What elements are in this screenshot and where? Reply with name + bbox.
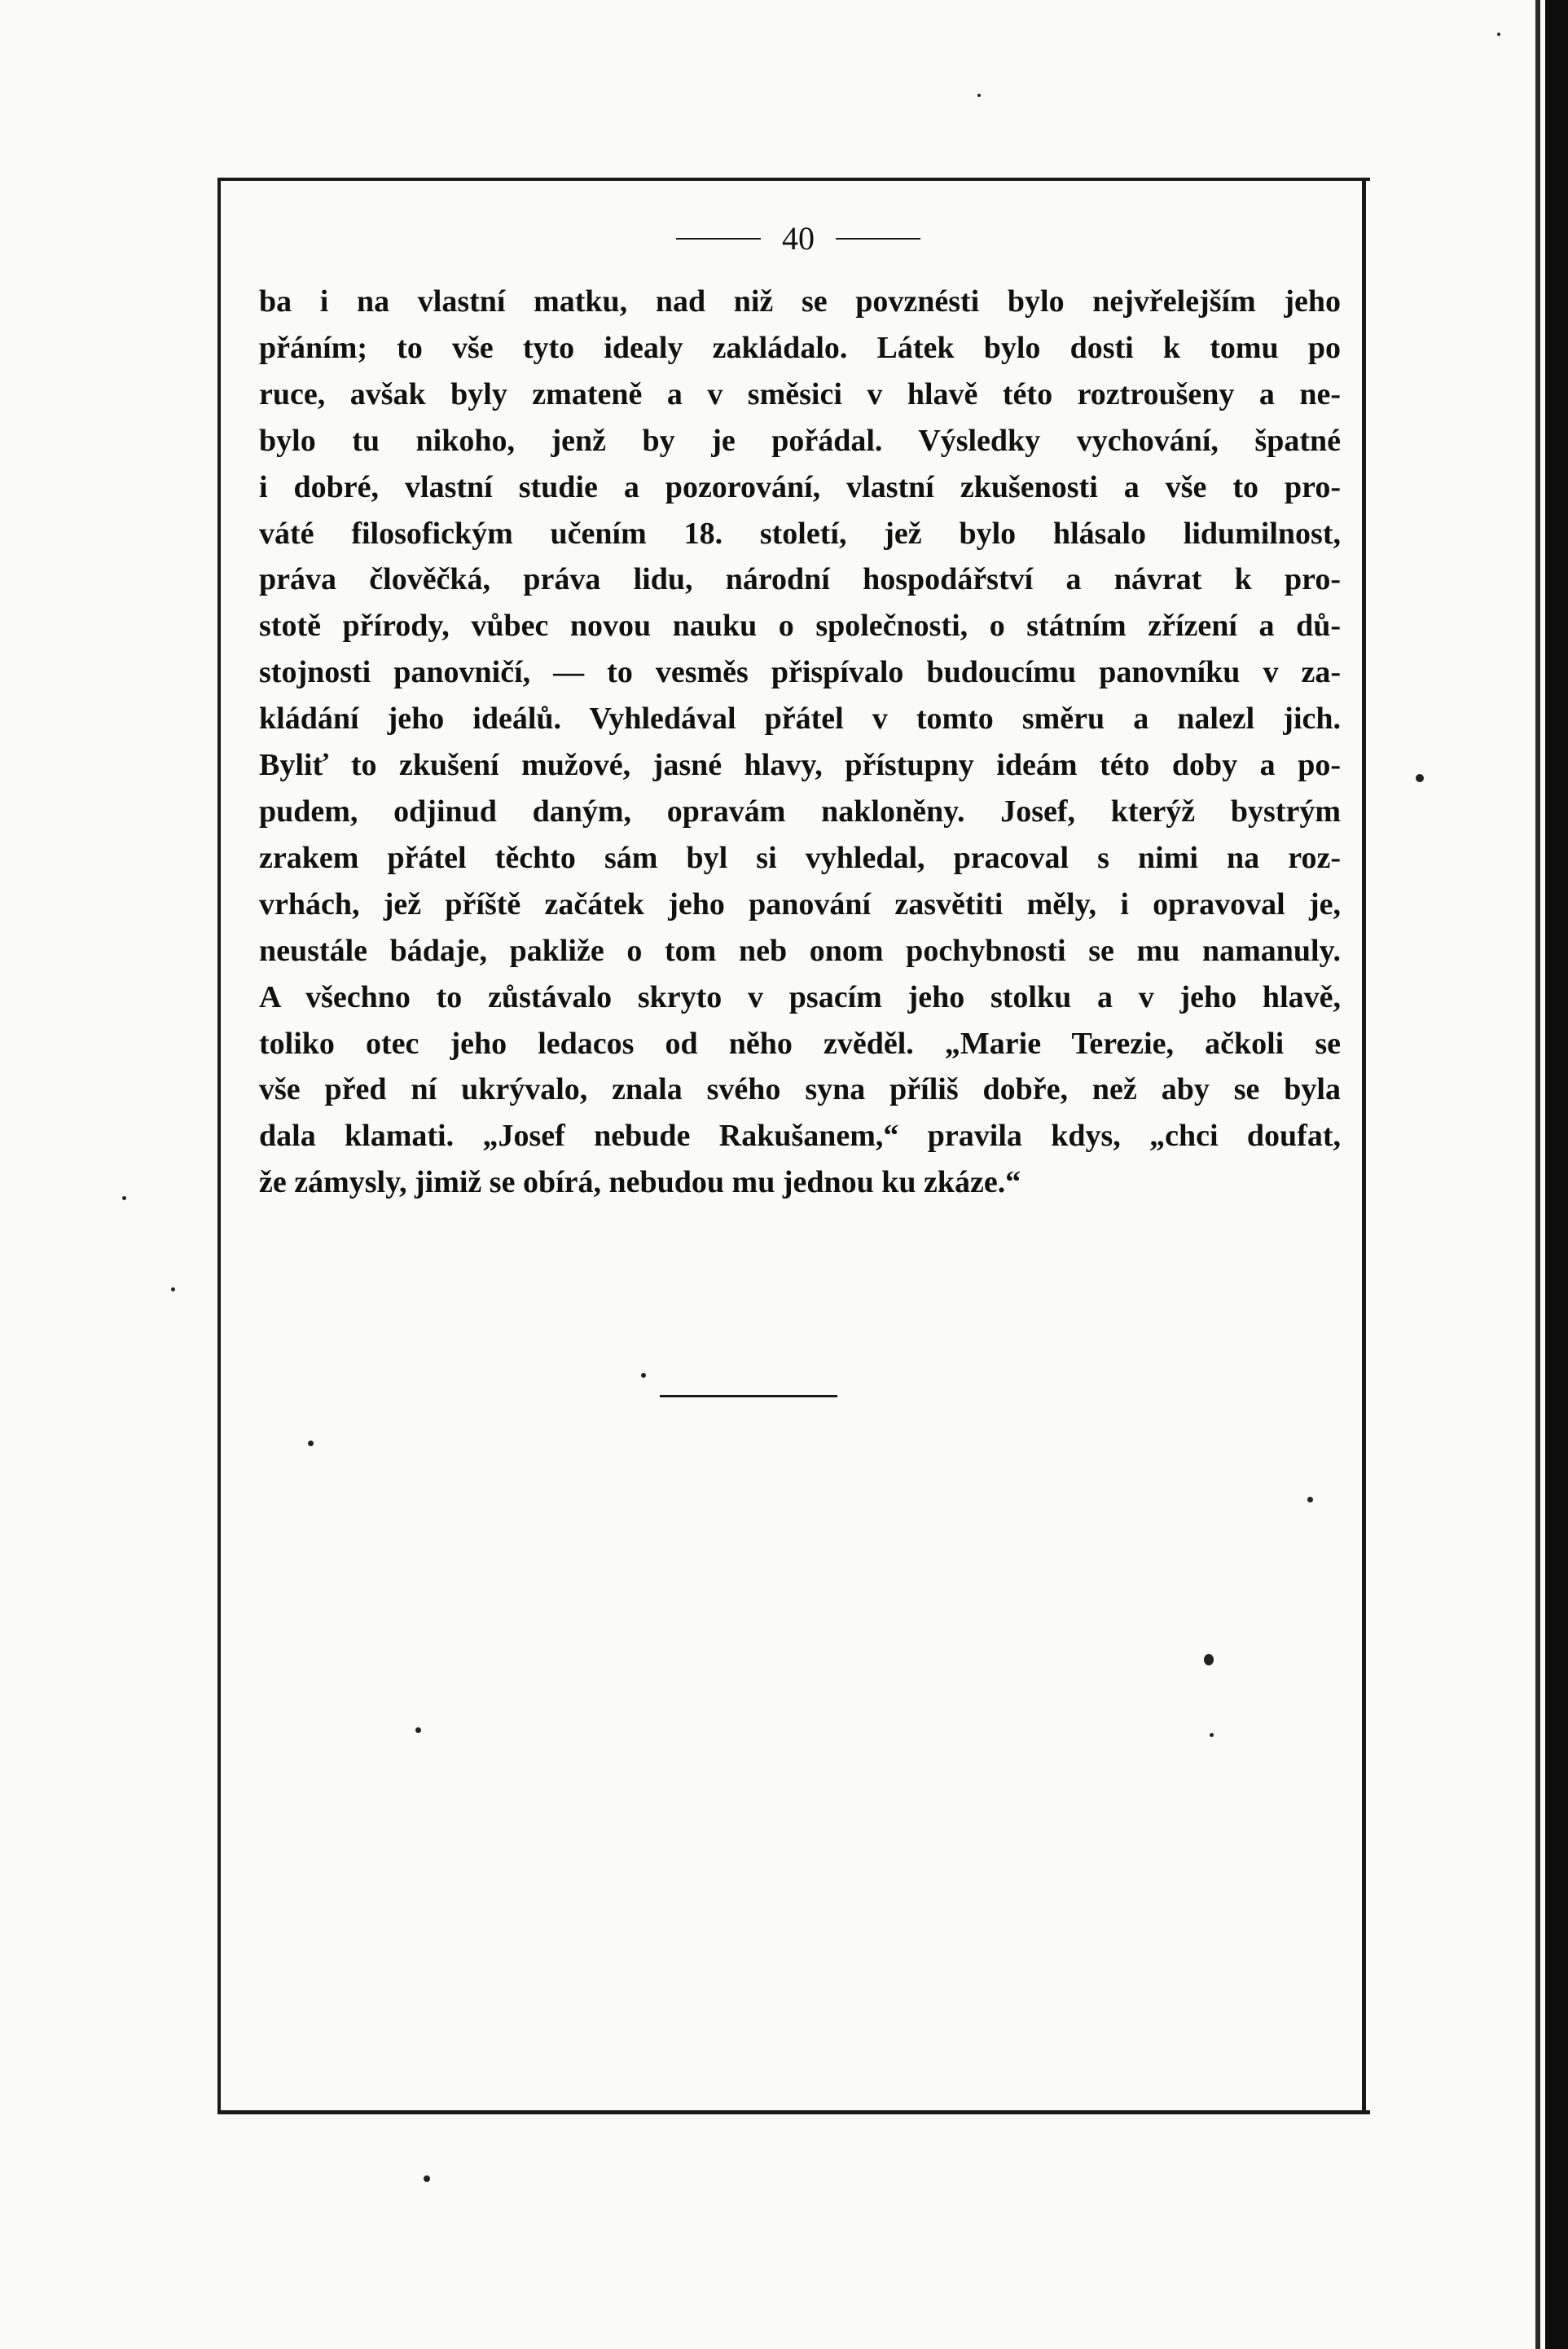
text-line: stojnosti panovničí, — to vesměs přispívalo budoucímu panovníku v za-: [259, 655, 1341, 690]
text-line: bylo tu nikoho, jenž by je pořádal. Výsledky vychování, špatné: [259, 423, 1341, 458]
text-line: že zámysly, jimiž se obírá, nebudou mu jednou ku zkáze.“: [259, 1165, 1021, 1200]
chapter-end-rule: [660, 1395, 837, 1397]
text-line: stotě přírody, vůbec novou nauku o společnosti, o státním zřízení a dů-: [259, 609, 1341, 644]
scan-speck: [308, 1441, 314, 1446]
text-line: A všechno to zůstávalo skryto v psacím jeho stolku a v jeho hlavě,: [259, 979, 1341, 1014]
scan-speck: [1204, 1654, 1214, 1665]
binding-shadow: [1535, 0, 1540, 2349]
scan-speck: [1307, 1497, 1313, 1502]
header-rule-right: [836, 238, 920, 240]
text-line: vrhách, jež příště začátek jeho panování zasvětiti měly, i opravoval je,: [259, 886, 1341, 922]
scan-speck: [1416, 774, 1424, 782]
text-line: Byliť to zkušení mužové, jasné hlavy, přístupny ideám této doby a po-: [259, 748, 1341, 783]
text-line: i dobré, vlastní studie a pozorování, vlastní zkušenosti a vše to pro-: [259, 469, 1341, 504]
binding-edge: [1545, 0, 1568, 2349]
scan-speck: [424, 2175, 430, 2182]
page-frame-right-rule: [1362, 178, 1366, 2114]
header-rule-left: [676, 238, 761, 240]
scan-speck: [415, 1727, 421, 1733]
scan-speck: [641, 1373, 646, 1378]
text-line: neustále bádaje, pakliže o tom neb onom pochybnosti se mu namanuly.: [259, 933, 1341, 968]
text-line: kládání jeho ideálů. Vyhledával přátel v tomto směru a nalezl jich.: [259, 702, 1341, 737]
scan-speck: [977, 94, 981, 97]
scan-speck: [171, 1287, 175, 1291]
scan-speck: [122, 1196, 126, 1200]
scan-speck: [1210, 1733, 1214, 1737]
text-line: přáním; to vše tyto idealy zakládalo. Látek bylo dosti k tomu po: [259, 330, 1341, 365]
text-line: dala klamati. „Josef nebude Rakušanem,“ pravila kdys, „chci doufat,: [259, 1119, 1341, 1154]
text-line: toliko otec jeho ledacos od něho zvěděl. „Marie Terezie, ačkoli se: [259, 1026, 1341, 1061]
text-line: zrakem přátel těchto sám byl si vyhledal, pracoval s nimi na roz-: [259, 840, 1341, 875]
page-number: 40: [782, 220, 815, 257]
text-line: váté filosofickým učením 18. století, jež bylo hlásalo lidumilnost,: [259, 516, 1341, 551]
scan-speck: [1497, 33, 1500, 36]
text-line: ruce, avšak byly zmateně a v směsici v hlavě této roztroušeny a ne-: [259, 376, 1341, 411]
text-line: ba i na vlastní matku, nad niž se povznésti bylo nejvřelejším jeho: [259, 284, 1341, 319]
text-line: pudem, odjinud daným, opravám nakloněny. Josef, kterýž bystrým: [259, 794, 1341, 829]
text-line: vše před ní ukrývalo, znala svého syna příliš dobře, než aby se byla: [259, 1072, 1341, 1107]
body-text: [259, 279, 1341, 1206]
page-header: [652, 218, 945, 259]
text-line: práva člověčká, práva lidu, národní hospodářství a návrat k pro-: [259, 562, 1341, 597]
